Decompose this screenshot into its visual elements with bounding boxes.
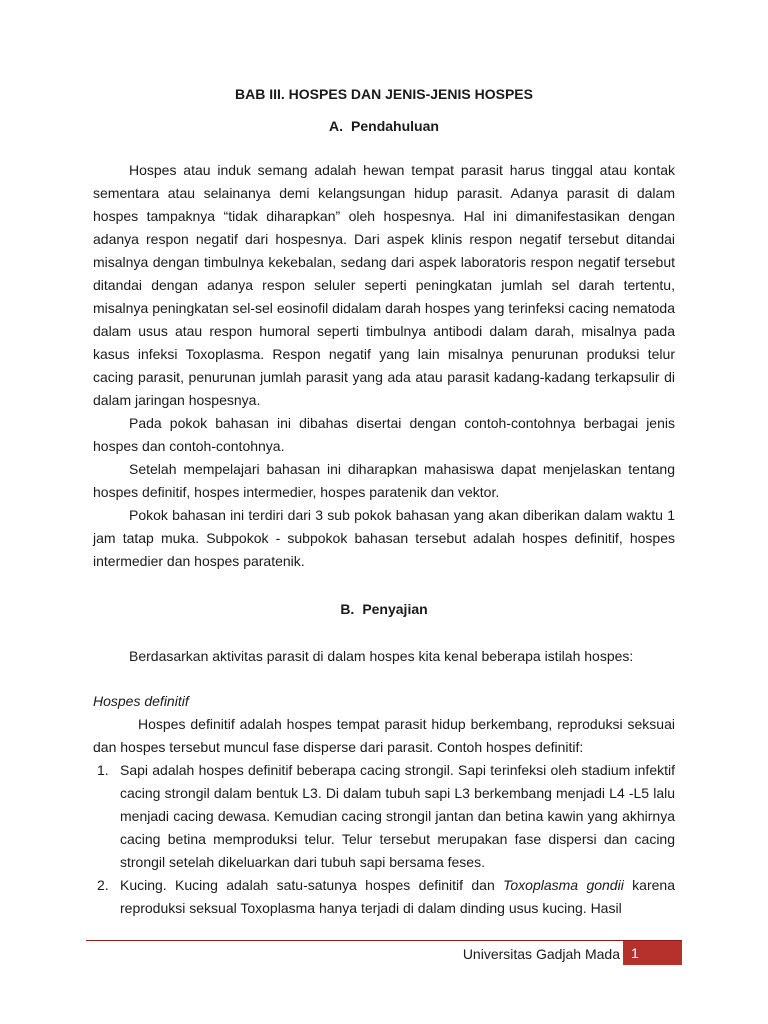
intro-text-block bbox=[93, 159, 675, 573]
section-heading-pendahuluan bbox=[0, 117, 768, 135]
section-label: Penyajian bbox=[362, 601, 428, 617]
intro-paragraph: Pokok bahasan ini terdiri dari 3 sub pokok bahasan yang akan diberikan dalam waktu 1 jam tatap muka. Subpokok - subpokok bahasan tersebut adalah hospes definitif, hospes intermedier dan hospes paratenik. bbox=[93, 507, 675, 569]
penyajian-intro bbox=[93, 645, 675, 668]
section-letter: B. bbox=[340, 601, 355, 617]
intro-paragraph: Hospes atau induk semang adalah hewan tempat parasit harus tinggal atau kontak sementara atau selainanya demi kelangsungan hidup parasit. Adanya parasit di dalam hospes tampaknya “tidak diharapkan” oleh hospesnya. Hal ini dimanifestasikan dengan adanya respon negatif dari hospesnya. Dari aspek klinis respon negatif tersebut ditandai misalnya dengan timbulnya kekebalan, sedang dari aspek laboratoris respon negatif tersebut ditandai dengan adanya respon seluler seperti peningkatan jumlah sel darah tertentu, misalnya peningkatan sel-sel eosinofil didalam darah hospes yang terinfeksi cacing nematoda dalam usus atau respon humoral seperti timbulnya antibodi dalam darah, misalnya pada kasus infeksi Toxoplasma. Respon negatif yang lain misalnya penurunan produksi telur cacing parasit, penurunan jumlah parasit yang ada atau parasit kadang-kadang terkapsulir di dalam jaringan hospesnya. bbox=[93, 162, 675, 408]
definitif-paragraph: Hospes definitif adalah hospes tempat parasit hidup berkembang, reproduksi seksuai dan hospes tersebut muncul fase disperse dari parasit. Contoh hospes definitif: bbox=[93, 716, 675, 755]
page-number-badge: 1 bbox=[623, 941, 682, 965]
section-letter: A. bbox=[329, 118, 344, 134]
definitif-examples-list bbox=[93, 759, 675, 920]
list-number: 1. bbox=[97, 762, 109, 778]
intro-paragraph: Pada pokok bahasan ini dibahas disertai dengan contoh-contohnya berbagai jenis hospes dan contoh-contohnya. bbox=[93, 415, 675, 454]
footer-divider bbox=[86, 940, 682, 941]
species-name-italic: Toxoplasma gondii bbox=[503, 877, 624, 893]
intro-paragraph: Setelah mempelajari bahasan ini diharapkan mahasiswa dapat menjelaskan tentang hospes definitif, hospes intermedier, hospes paratenik dan vektor. bbox=[93, 461, 675, 500]
list-item-text-after: karena reproduksi seksual Toxoplasma hanya terjadi di dalam dinding usus kucing. Hasil bbox=[120, 877, 675, 916]
section-heading-penyajian bbox=[0, 600, 768, 618]
sub-heading-hospes-definitif: Hospes definitif bbox=[93, 693, 189, 709]
chapter-title: BAB III. HOSPES DAN JENIS-JENIS HOSPES bbox=[235, 86, 533, 102]
list-item bbox=[93, 759, 675, 874]
list-item bbox=[93, 874, 675, 920]
list-number: 2. bbox=[97, 877, 109, 893]
list-item-text: Sapi adalah hospes definitif beberapa cacing strongil. Sapi terinfeksi oleh stadium infektif cacing strongil dalam bentuk L3. Di dalam tubuh sapi L3 berkembang menjadi L4 -L5 lalu menjadi cacing dewasa. Kemudian cacing strongil jantan dan betina kawin yang akhirnya cacing betina memproduksi telur. Telur tersebut merupakan fase dispersi dan cacing strongil setelah dikeluarkan dari tubuh sapi bersama feses. bbox=[120, 762, 675, 870]
footer-university: Universitas Gadjah Mada bbox=[462, 946, 620, 962]
definitif-text-block bbox=[93, 713, 675, 759]
list-item-text-before: Kucing. Kucing adalah satu-satunya hospes definitif dan bbox=[120, 877, 504, 893]
section-label: Pendahuluan bbox=[351, 118, 439, 134]
penyajian-intro-text: Berdasarkan aktivitas parasit di dalam hospes kita kenal beberapa istilah hospes: bbox=[129, 648, 634, 664]
